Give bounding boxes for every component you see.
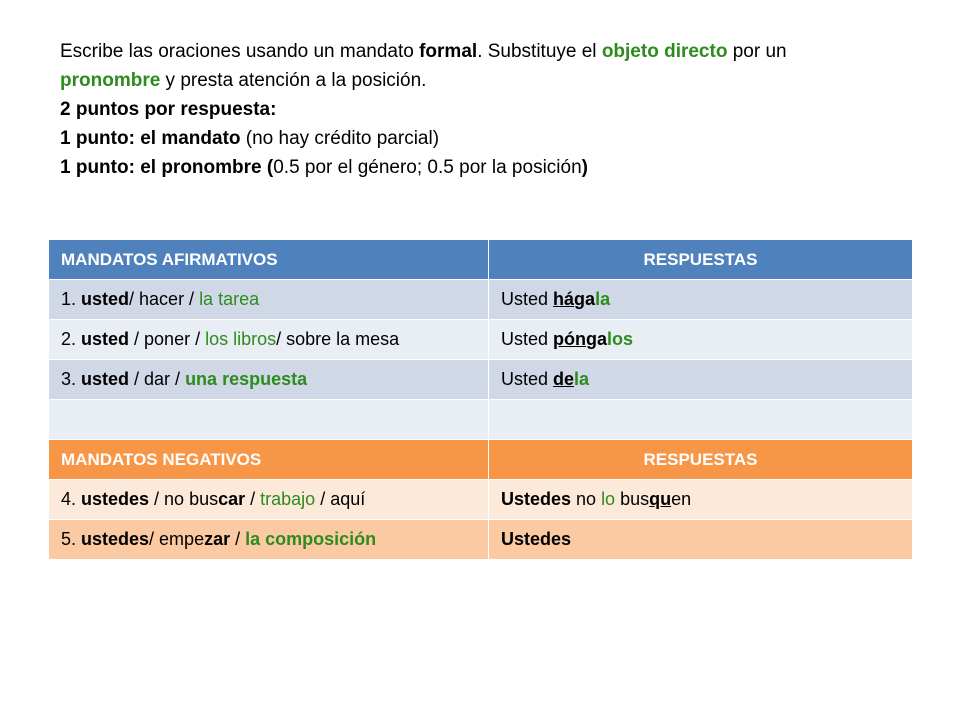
answer-cell — [489, 280, 913, 320]
cell-text: / aquí — [315, 489, 366, 509]
instruction-text: ) — [581, 157, 588, 178]
instruction-line-5 — [60, 153, 920, 182]
table-header-row — [49, 440, 913, 480]
table-row — [49, 480, 913, 520]
cell-text: no — [571, 489, 602, 509]
instruction-text: 0.5 por el género; 0.5 por la posición — [273, 157, 582, 178]
cell-text: los libros — [205, 329, 277, 349]
instruction-text: y presta atención a la posición. — [160, 70, 427, 91]
instruction-direct-object: objeto directo — [601, 41, 728, 62]
answer-cell — [489, 520, 913, 560]
cell-text: Usted — [501, 289, 554, 309]
cell-text: ga — [574, 289, 596, 309]
cell-text: qu — [649, 489, 672, 509]
answer-cell — [489, 480, 913, 520]
cell-text: los — [607, 329, 634, 349]
cell-text: en — [671, 489, 692, 509]
cell-text: / poner / — [129, 329, 206, 349]
cell-text: la — [595, 289, 611, 309]
prompt-cell — [49, 480, 489, 520]
cell-text: Usted — [501, 329, 554, 349]
instruction-text: 1 punto: el mandato — [60, 128, 246, 149]
cell-text: la composición — [245, 529, 377, 549]
cell-text: ustedes — [81, 529, 150, 549]
table-row — [49, 280, 913, 320]
instruction-formal: formal — [419, 41, 478, 62]
prompt-cell — [49, 360, 489, 400]
instruction-text: 1 punto: el pronombre ( — [60, 157, 274, 178]
cell-text: una respuesta — [185, 369, 308, 389]
cell-text: / dar / — [129, 369, 186, 389]
cell-text: la — [574, 369, 590, 389]
empty-cell — [49, 400, 489, 440]
cell-text: ustedes — [81, 489, 150, 509]
cell-text: / no bus — [149, 489, 219, 509]
table-header-row — [49, 240, 913, 280]
instruction-text: Escribe las oraciones usando un mandato — [60, 41, 420, 62]
prompt-cell — [49, 280, 489, 320]
answer-cell — [489, 360, 913, 400]
cell-text: Usted — [501, 369, 554, 389]
negative-header: MANDATOS NEGATIVOS — [49, 440, 489, 480]
answers-header: RESPUESTAS — [489, 240, 913, 280]
answer-cell — [489, 320, 913, 360]
cell-text: usted — [81, 369, 130, 389]
cell-text: há — [553, 289, 575, 309]
empty-cell — [489, 400, 913, 440]
instruction-line-3: 2 puntos por respuesta: — [60, 99, 277, 120]
cell-text: 2. — [61, 329, 82, 349]
cell-text: / — [230, 529, 246, 549]
answers-header: RESPUESTAS — [489, 440, 913, 480]
instruction-line-2 — [60, 66, 920, 95]
table-row — [49, 320, 913, 360]
affirmative-header: MANDATOS AFIRMATIVOS — [49, 240, 489, 280]
cell-text: usted — [81, 289, 130, 309]
cell-text: ga — [586, 329, 608, 349]
cell-text: bus — [615, 489, 650, 509]
cell-text: / hacer / — [129, 289, 200, 309]
cell-text: Ustedes — [501, 529, 572, 549]
commands-table — [48, 239, 913, 560]
cell-text: 3. — [61, 369, 82, 389]
instruction-line-4 — [60, 124, 920, 153]
cell-text: lo — [601, 489, 616, 509]
cell-text: de — [553, 369, 575, 389]
table-row — [49, 520, 913, 560]
cell-text: zar — [204, 529, 231, 549]
cell-text: pón — [553, 329, 587, 349]
cell-text: Ustedes — [501, 489, 572, 509]
instruction-text: . Substituye el — [477, 41, 602, 62]
cell-text: 4. — [61, 489, 82, 509]
table-row — [49, 360, 913, 400]
cell-text: car — [218, 489, 246, 509]
table-row-empty — [49, 400, 913, 440]
instruction-text: (no hay crédito parcial) — [245, 128, 440, 149]
cell-text: 5. — [61, 529, 82, 549]
cell-text: / sobre la mesa — [276, 329, 400, 349]
instructions — [60, 37, 920, 182]
instruction-pronoun: pronombre — [60, 70, 161, 91]
cell-text: / empe — [149, 529, 205, 549]
prompt-cell — [49, 320, 489, 360]
cell-text: trabajo — [260, 489, 316, 509]
instruction-line-1 — [60, 37, 920, 66]
cell-text: 1. — [61, 289, 82, 309]
prompt-cell — [49, 520, 489, 560]
cell-text: / — [245, 489, 261, 509]
cell-text: usted — [81, 329, 130, 349]
instruction-text: por un — [727, 41, 787, 62]
cell-text: la tarea — [199, 289, 260, 309]
